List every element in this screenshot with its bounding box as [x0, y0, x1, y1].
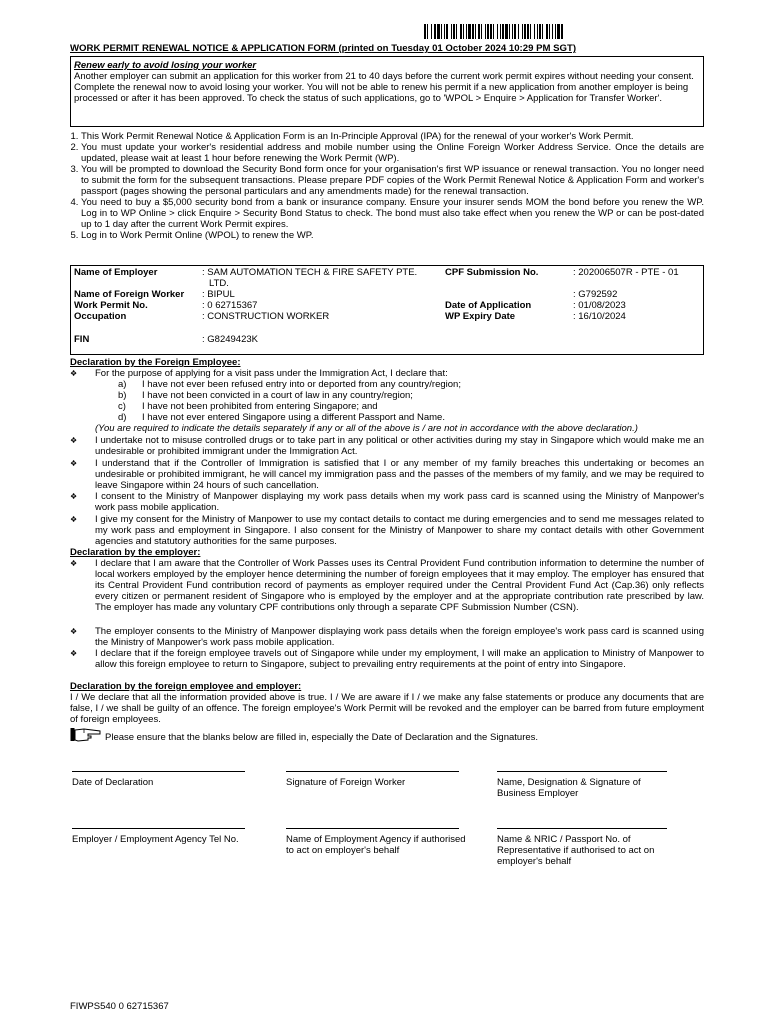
form-title: WORK PERMIT RENEWAL NOTICE & APPLICATION FORM (printed on Tuesday 01 October 2024 10:29 PM SGT): [70, 43, 577, 54]
employer-label: Name of Employer: [74, 267, 158, 278]
cpf-value: : 202006507R - PTE - 01: [573, 267, 679, 278]
joint-declaration-body: I / We declare that all the information provided above is true. I / We are aware if I / we make any false statements or produce any documents that are false, I / we shall be guilty of an offence. The foreign employee's Work Permit will be revoked and the employer can be barred from future employment of foreign employees.: [70, 692, 704, 725]
g-number-value: : G792592: [573, 289, 618, 300]
declaration-note: (You are required to indicate the details separately if any or all of the above is / are not in accordance with the above declaration.): [95, 423, 638, 434]
sub-item: [118, 390, 413, 401]
representative-label: Name & NRIC / Passport No. of Representative if authorised to act on employer's behalf: [497, 834, 655, 867]
agency-name-line[interactable]: [286, 828, 459, 829]
employer-decl-item: [70, 648, 704, 670]
sub-text: I have not ever been refused entry into or deported from any country/region;: [142, 379, 461, 390]
sub-item: [118, 379, 461, 390]
worker-signature-label: Signature of Foreign Worker: [286, 777, 406, 788]
tel-no-line[interactable]: [72, 828, 245, 829]
worker-name-value: : BIPUL: [202, 289, 235, 300]
instruction-notes: [70, 131, 704, 241]
employee-decl-item: [70, 491, 704, 513]
employer-decl-text: The employer consents to the Ministry of Manpower displaying work pass details when the foreign employee's work pass card is scanned using the Ministry of Manpower's work pass mobile application.: [95, 626, 704, 648]
wp-no-value: : 0 62715367: [202, 300, 258, 311]
footer-code: FIWPS540 0 62715367: [70, 1001, 169, 1012]
bullet-icon: ❖: [70, 649, 78, 658]
sub-text: I have not been convicted in a court of law in any country/region;: [142, 390, 413, 401]
employer-decl-item: [70, 558, 704, 613]
sub-text: I have not been prohibited from entering Singapore; and: [142, 401, 378, 412]
worker-signature-line[interactable]: [286, 771, 459, 772]
date-of-declaration-line[interactable]: [72, 771, 245, 772]
employer-value-cont: LTD.: [209, 278, 229, 289]
employer-decl-text: I declare that I am aware that the Controller of Work Passes uses its Central Provident Fund contribution information to determine the number of local workers employed by the employer hence determining the number of foreign employees that it may employ. The employer has ensured that its Central Provident Fund contribution record of payments as employer required under the Central Provident Fund Act (Cap.36) only reflects every citizen or permanent resident of Singapore who is employed by the employer and at the appropriate contribution rate prescribed by law. The employer has made any voluntary CPF contributions only through a separate CPF Submission Number (CSN).: [95, 558, 704, 613]
note-item: 4. You need to buy a $5,000 security bond from a bank or insurance company. Ensure your insurer sends MOM the bond before you renew the WP. Log in to WP Online > click Enquire > Security Bond Status to check. The bond must also take effect when you renew the WP or can be post-dated up to 1 day after the current Work Permit expires.: [81, 197, 704, 230]
wp-expiry-value: : 16/10/2024: [573, 311, 626, 322]
sub-key: c): [118, 401, 126, 412]
bullet-icon: ❖: [70, 492, 78, 501]
employer-signature-line[interactable]: [497, 771, 667, 772]
employee-decl-item: [70, 368, 704, 379]
application-date-value: : 01/08/2023: [573, 300, 626, 311]
warning-heading: Renew early to avoid losing your worker: [74, 60, 257, 71]
wp-expiry-label: WP Expiry Date: [445, 311, 516, 322]
employee-decl-intro: For the purpose of applying for a visit pass under the Immigration Act, I declare that:: [95, 368, 448, 379]
tel-no-label: Employer / Employment Agency Tel No.: [72, 834, 239, 845]
barcode-bar: [563, 24, 564, 39]
application-date-label: Date of Application: [445, 300, 532, 311]
fin-value: : G8249423K: [202, 334, 258, 345]
sub-key: d): [118, 412, 127, 423]
occupation-label: Occupation: [74, 311, 127, 322]
worker-info-box: [70, 265, 704, 355]
employer-decl-text: I declare that if the foreign employee travels out of Singapore while under my employment, I will make an application to Ministry of Manpower to allow this foreign employee to return to Singapore, subject to prevailing entry requirements at the point of entry into Singapore.: [95, 648, 704, 670]
bullet-icon: ❖: [70, 559, 78, 568]
employer-signature-label: Name, Designation & Signature of Business Employer: [497, 777, 641, 799]
bullet-icon: ❖: [70, 515, 78, 524]
sub-item: [118, 412, 445, 423]
note-item: 1. This Work Permit Renewal Notice & Application Form is an In-Principle Approval (IPA) for the renewal of your worker's Work Permit.: [81, 131, 704, 142]
employee-decl-text: I give my consent for the Ministry of Manpower to use my contact details to contact me during emergencies and to send me messages related to my work pass and employment in Singapore. I also consent for the Ministry of Manpower to share my contact details with other Government agencies and statutory authorities for the same purposes.: [95, 514, 704, 547]
employee-decl-item: [70, 435, 704, 457]
note-item: 5. Log in to Work Permit Online (WPOL) to renew the WP.: [81, 230, 704, 241]
bullet-icon: ❖: [70, 627, 78, 636]
employee-declaration-heading: Declaration by the Foreign Employee:: [70, 357, 241, 368]
employer-decl-item: [70, 626, 704, 648]
barcode: [424, 24, 704, 39]
date-of-declaration-label: Date of Declaration: [72, 777, 154, 788]
note-item: 2. You must update your worker's residential address and mobile number using the Online Foreign Worker Address Service. Once the details are updated, please wait at least 1 hour before renewing the Work Permit (WP).: [81, 142, 704, 164]
pointing-hand-icon: [70, 727, 102, 743]
reminder-text: Please ensure that the blanks below are filled in, especially the Date of Declaration and the Signatures.: [105, 732, 539, 743]
employer-declaration-heading: Declaration by the employer:: [70, 547, 201, 558]
wp-no-label: Work Permit No.: [74, 300, 148, 311]
renewal-warning-box: [70, 56, 704, 127]
employee-decl-item: [70, 514, 704, 547]
cpf-label: CPF Submission No.: [445, 267, 539, 278]
sub-key: a): [118, 379, 127, 390]
employee-decl-item: [70, 458, 704, 491]
bullet-icon: ❖: [70, 459, 78, 468]
occupation-value: : CONSTRUCTION WORKER: [202, 311, 330, 322]
sub-key: b): [118, 390, 127, 401]
joint-declaration-heading: Declaration by the foreign employee and employer:: [70, 681, 302, 692]
bullet-icon: ❖: [70, 436, 78, 445]
note-item: 3. You will be prompted to download the Security Bond form once for your organisation's first WP issuance or renewal transaction. You no longer need to submit the form for the subsequent transactions. Please prepare PDF copies of the Work Permit Renewal Notice & Application Form and worker's passport (pages showing the personal particulars and any amendments made) for the renewal transaction.: [81, 164, 704, 197]
employee-decl-text: I consent to the Ministry of Manpower displaying my work pass details when my work pass card is scanned using the Ministry of Manpower's work pass mobile application.: [95, 491, 704, 513]
sub-item: [118, 401, 378, 412]
employee-decl-text: I understand that if the Controller of Immigration is satisfied that I or any member of my family breaches this undertaking or becomes an undesirable or prohibited immigrant, he will cancel my immigration pass and the passes of the members of my family, and we may be required to leave Singapore within 24 hours of such cancellation.: [95, 458, 704, 491]
agency-name-label: Name of Employment Agency if authorised to act on employer's behalf: [286, 834, 466, 856]
fin-label: FIN: [74, 334, 90, 345]
sub-text: I have not ever entered Singapore using a different Passport and Name.: [142, 412, 445, 423]
representative-line[interactable]: [497, 828, 667, 829]
warning-body: Another employer can submit an application for this worker from 21 to 40 days before the current work permit expires without needing your consent. Complete the renewal now to avoid losing your worker. You will not be able to renew his permit if a new application from another employer is being processed or after it has been approved. To check the status of such applications, go to 'WPOL > Enquire > Application for Transfer Worker'.: [74, 71, 694, 104]
worker-name-label: Name of Foreign Worker: [74, 289, 185, 300]
bullet-icon: ❖: [70, 369, 78, 378]
employee-decl-text: I undertake not to misuse controlled drugs or to take part in any political or other activities during my stay in Singapore which would make me an undesirable or prohibited immigrant under the Immigration Act.: [95, 435, 704, 457]
employer-value: : SAM AUTOMATION TECH & FIRE SAFETY PTE.: [202, 267, 418, 278]
